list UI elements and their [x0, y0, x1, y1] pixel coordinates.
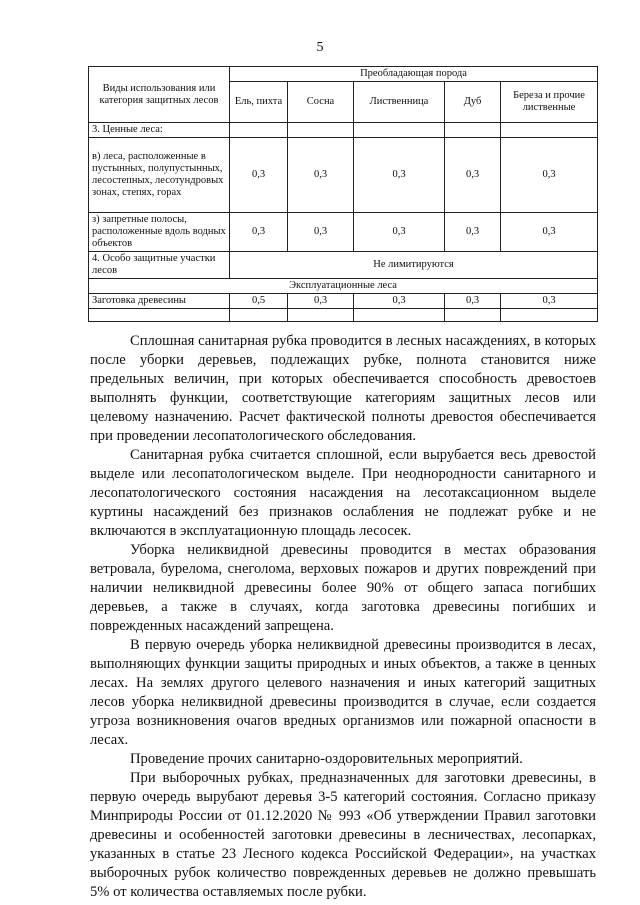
- paragraph: Уборка неликвидной древесины проводится в местах образования ветровала, бурелома, снеголома, верховых пожаров и других повреждений при наличии неликвидной древесины более 90% от общего запаса погибших деревьев, а также в случаях, когда заготовка древесины погибших и поврежденных насаждений запрещена.: [90, 542, 596, 634]
- table-cell: 0,3: [445, 138, 501, 213]
- header-category: Виды использования или категория защитных лесов: [89, 67, 230, 123]
- header-species: Дуб: [445, 82, 501, 123]
- row-label: 4. Особо защитные участки лесов: [89, 252, 230, 279]
- table-row: [89, 138, 598, 213]
- header-group: Преобладающая порода: [230, 67, 598, 82]
- table-section-row: [89, 279, 598, 294]
- page-number: 5: [316, 40, 324, 55]
- table-cell: 0,3: [354, 294, 445, 309]
- table-row: [89, 252, 598, 279]
- table-row: [89, 294, 598, 309]
- header-species: Ель, пихта: [230, 82, 288, 123]
- table-cell: 0,3: [230, 138, 288, 213]
- table-cell: 0,3: [501, 213, 598, 252]
- table-cell: 0,3: [230, 213, 288, 252]
- header-species: Сосна: [288, 82, 354, 123]
- table-cell: 0,3: [501, 138, 598, 213]
- table-cell: 0,3: [445, 294, 501, 309]
- row-label: 3. Ценные леса:: [89, 123, 230, 138]
- table-cell: 0,3: [288, 213, 354, 252]
- table-header-row: [89, 67, 598, 82]
- table-cell: 0,5: [230, 294, 288, 309]
- row-label: Заготовка древесины: [89, 294, 230, 309]
- table-empty-row: [89, 309, 598, 322]
- species-table: [88, 66, 598, 322]
- table-cell: 0,3: [288, 138, 354, 213]
- table-cell: 0,3: [354, 213, 445, 252]
- table-cell: 0,3: [354, 138, 445, 213]
- body-text: [90, 332, 596, 902]
- table-row: [89, 123, 598, 138]
- header-species: Береза и прочие лиственные: [501, 82, 598, 123]
- paragraph: Сплошная санитарная рубка проводится в лесных насаждениях, в которых после уборки деревьев, подлежащих рубке, полнота становится ниже предельных величин, при которых обеспечивается способность древостоев выполнять функции, соответствующие категориям защитных лесов или целевому назначению. Расчет фактической полноты древостоя обеспечивается при проведении лесопатологического обследования.: [90, 333, 596, 444]
- paragraph: Проведение прочих санитарно-оздоровительных мероприятий.: [130, 751, 523, 767]
- paragraph: При выборочных рубках, предназначенных для заготовки древесины, в первую очередь вырубают деревья 3-5 категорий состояния. Согласно приказу Минприроды России от 01.12.2020 № 993 «Об утверждении Правил заготовки древесины и особенностей заготовки древесины в лесничествах, лесопарках, указанных в статье 23 Лесного кодекса Российской Федерации», на участках выборочных рубок количество поврежденных деревьев не должно превышать 5% от количества оставляемых после рубки.: [90, 770, 596, 900]
- table-cell: 0,3: [445, 213, 501, 252]
- merged-cell: Не лимитируются: [230, 252, 598, 279]
- table-cell: 0,3: [288, 294, 354, 309]
- paragraph: Санитарная рубка считается сплошной, если вырубается весь древостой выделе или лесопатологическом выделе. При неоднородности санитарного и лесопатологического состояния насаждения на лесотаксационном выделе куртины насаждений без признаков ослабления не подлежат рубке и не включаются в эксплуатационную площадь лесосек.: [90, 447, 596, 539]
- section-label: Эксплуатационные леса: [89, 279, 598, 294]
- row-label: з) запретные полосы, расположенные вдоль водных объектов: [89, 213, 230, 252]
- paragraph: В первую очередь уборка неликвидной древесины производится в лесах, выполняющих функции защиты природных и иных объектов, а также в ценных лесах. На землях другого целевого назначения и иных категорий защитных лесов уборка неликвидной древесины производится в случае, если создается угроза возникновения очагов вредных организмов или пожарной опасности в лесах.: [90, 637, 596, 748]
- header-species: Лиственница: [354, 82, 445, 123]
- table-row: [89, 213, 598, 252]
- table-cell: 0,3: [501, 294, 598, 309]
- row-label: в) леса, расположенные в пустынных, полупустынных, лесостепных, лесотундровых зонах, степях, горах: [89, 138, 230, 213]
